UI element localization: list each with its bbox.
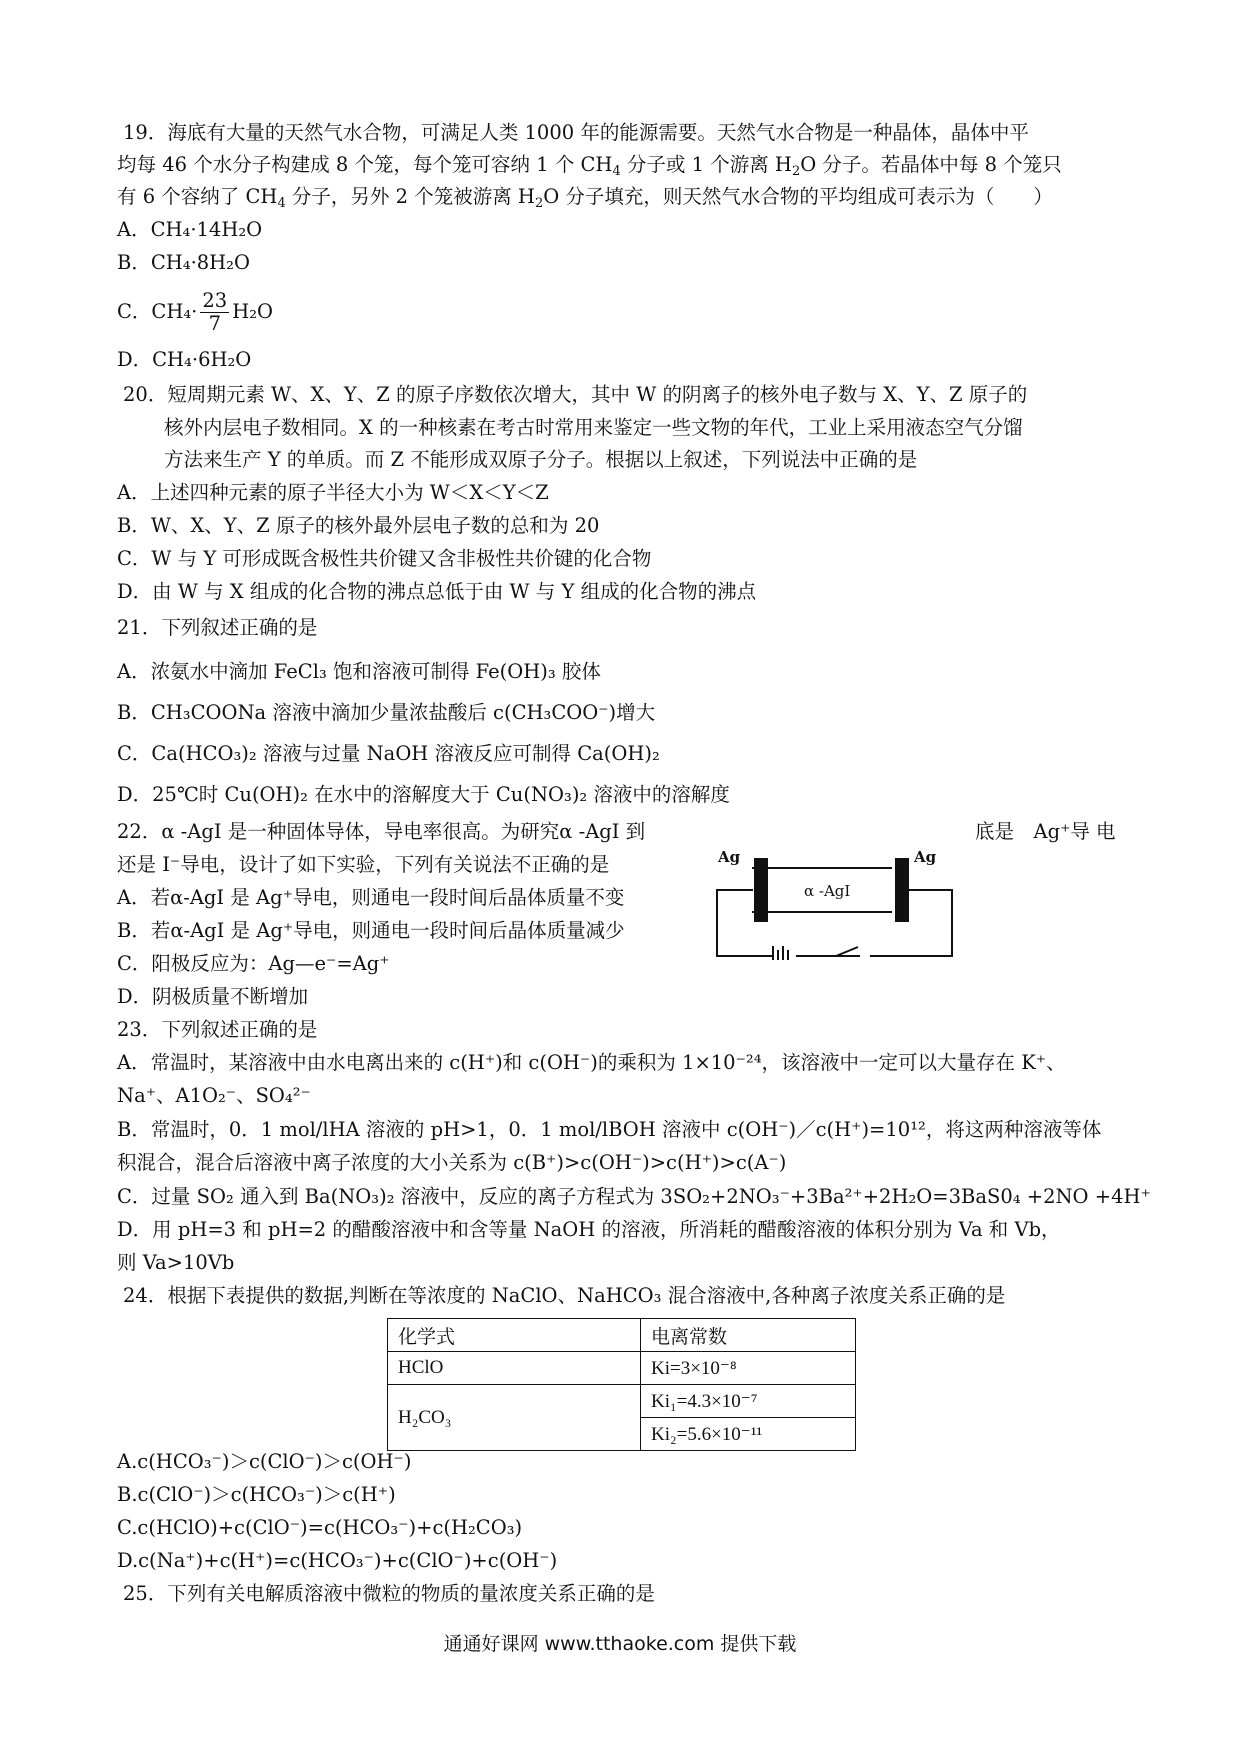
q20-option-c: C．W 与 Y 可形成既含极性共价键又含非极性共价键的化合物 bbox=[117, 547, 652, 570]
table-header-formula: 化学式 bbox=[388, 1319, 641, 1352]
q19-option-d: D．CH₄·6H₂O bbox=[117, 348, 252, 371]
right-electrode-label: Ag bbox=[914, 850, 937, 866]
q22-option-a: A．若α-AgI 是 Ag⁺导电，则通电一段时间后晶体质量不变 bbox=[117, 886, 625, 909]
q22-option-b: B．若α-AgI 是 Ag⁺导电，则通电一段时间后晶体质量减少 bbox=[117, 919, 625, 942]
q21-option-d: D．25℃时 Cu(OH)₂ 在水中的溶解度大于 Cu(NO₃)₂ 溶液中的溶解度 bbox=[117, 783, 730, 806]
q22-line-1: 22．α -AgI 是一种固体导体，导电率很高。为研究α -AgI 到 bbox=[117, 820, 646, 843]
q19-line-2: 均每 46 个水分子构建成 8 个笼，每个笼可容纳 1 个 $CH_4$ 分子或 1 个游离 $H_2O$ 分子。若晶体中每 8 个笼只 bbox=[117, 153, 1062, 179]
crystal-label: α -AgI bbox=[804, 882, 851, 900]
table-cell: Ki₁=4.3×10⁻⁷ bbox=[641, 1385, 856, 1418]
ionization-constant-table bbox=[387, 1318, 856, 1451]
electrolysis-circuit-diagram bbox=[712, 850, 962, 960]
q20-option-d: D．由 W 与 X 组成的化合物的沸点总低于由 W 与 Y 组成的化合物的沸点 bbox=[117, 580, 757, 603]
q24-option-c: C.c(HClO)+c(ClO⁻)=c(HCO₃⁻)+c(H₂CO₃) bbox=[117, 1516, 523, 1539]
fraction: $\frac{23}{7}$ bbox=[202, 289, 228, 335]
q19-option-a: A．CH₄·14H₂O bbox=[117, 218, 263, 241]
q19-line-1: 19．海底有大量的天然气水合物，可满足人类 1000 年的能源需要。天然气水合物是一种晶体，晶体中平 bbox=[123, 121, 1029, 144]
table-cell: H₂CO₃ bbox=[388, 1385, 641, 1451]
table-row bbox=[388, 1352, 856, 1385]
q22-line-1-right: 底是 Ag⁺导 电 bbox=[975, 820, 1116, 843]
table-cell: HClO bbox=[388, 1352, 641, 1385]
q23-option-c: C．过量 SO₂ 通入到 Ba(NO₃)₂ 溶液中，反应的离子方程式为 3SO₂+2NO₃⁻+3Ba²⁺+2H₂O=3BaS0₄ +2NO +4H⁺ bbox=[117, 1185, 1151, 1208]
q19-line-3: 有 6 个容纳了 $CH_4$ 分子，另外 2 个笼被游离 $H_2O$ 分子填充，则天然气水合物的平均组成可表示为（ ） bbox=[117, 185, 1053, 211]
q21-option-b: B．CH₃COONa 溶液中滴加少量浓盐酸后 c(CH₃COO⁻)增大 bbox=[117, 701, 656, 724]
q24-stem: 24．根据下表提供的数据,判断在等浓度的 NaClO、NaHCO₃ 混合溶液中,各种离子浓度关系正确的是 bbox=[123, 1284, 1006, 1307]
table-header-row bbox=[388, 1319, 856, 1352]
q21-stem: 21．下列叙述正确的是 bbox=[117, 616, 318, 639]
q20-line-3: 方法来生产 Y 的单质。而 Z 不能形成双原子分子。根据以上叙述，下列说法中正确的是 bbox=[164, 448, 918, 471]
q23-option-b-line-2: 积混合，混合后溶液中离子浓度的大小关系为 c(B⁺)>c(OH⁻)>c(H⁺)>c(A⁻) bbox=[117, 1151, 787, 1174]
left-electrode-label: Ag bbox=[718, 850, 741, 866]
q21-option-c: C．Ca(HCO₃)₂ 溶液与过量 NaOH 溶液反应可制得 Ca(OH)₂ bbox=[117, 742, 660, 765]
q23-option-a-line-1: A．常温时，某溶液中由水电离出来的 c(H⁺)和 c(OH⁻)的乘积为 1×10⁻²⁴，该溶液中一定可以大量存在 K⁺、 bbox=[117, 1051, 1066, 1074]
q23-stem: 23．下列叙述正确的是 bbox=[117, 1018, 318, 1041]
q21-option-a: A．浓氨水中滴加 FeCl₃ 饱和溶液可制得 Fe(OH)₃ 胶体 bbox=[117, 660, 601, 683]
table-cell: Ki₂=5.6×10⁻¹¹ bbox=[641, 1418, 856, 1451]
table-header-constant: 电离常数 bbox=[641, 1319, 856, 1352]
q20-option-b: B．W、X、Y、Z 原子的核外最外层电子数的总和为 20 bbox=[117, 514, 600, 537]
q23-option-a-line-2: Na⁺、A1O₂⁻、SO₄²⁻ bbox=[117, 1084, 311, 1107]
q23-option-d-line-1: D．用 pH=3 和 pH=2 的醋酸溶液中和含等量 NaOH 的溶液，所消耗的醋酸溶液的体积分别为 Va 和 Vb， bbox=[117, 1218, 1061, 1241]
table-cell: Ki=3×10⁻⁸ bbox=[641, 1352, 856, 1385]
page-footer: 通通好课网 www.tthaoke.com 提供下载 bbox=[443, 1633, 797, 1655]
q20-option-a: A．上述四种元素的原子半径大小为 W＜X＜Y＜Z bbox=[117, 481, 549, 504]
q22-line-2: 还是 I⁻导电，设计了如下实验，下列有关说法不正确的是 bbox=[117, 853, 610, 876]
q24-option-d: D.c(Na⁺)+c(H⁺)=c(HCO₃⁻)+c(ClO⁻)+c(OH⁻) bbox=[117, 1549, 558, 1572]
q23-option-b-line-1: B．常温时，0．1 mol/lHA 溶液的 pH>1，0．1 mol/lBOH 溶液中 c(OH⁻)／c(H⁺)=10¹²，将这两种溶液等体 bbox=[117, 1118, 1102, 1141]
q19-option-b: B．CH₄·8H₂O bbox=[117, 251, 250, 274]
q19-option-c: C．CH₄· $\frac{23}{7}$ H₂O bbox=[117, 289, 274, 335]
q24-option-b: B.c(ClO⁻)＞c(HCO₃⁻)＞c(H⁺) bbox=[117, 1483, 396, 1506]
q22-option-d: D．阴极质量不断增加 bbox=[117, 985, 309, 1008]
q22-option-c: C．阳极反应为：Ag—e⁻=Ag⁺ bbox=[117, 952, 390, 975]
q20-line-2: 核外内层电子数相同。X 的一种核素在考古时常用来鉴定一些文物的年代，工业上采用液态空气分馏 bbox=[164, 416, 1023, 439]
q23-option-d-line-2: 则 Va>10Vb bbox=[117, 1251, 235, 1274]
q20-line-1: 20．短周期元素 W、X、Y、Z 的原子序数依次增大，其中 W 的阴离子的核外电子数与 X、Y、Z 原子的 bbox=[123, 383, 1028, 406]
q25-stem: 25．下列有关电解质溶液中微粒的物质的量浓度关系正确的是 bbox=[123, 1582, 655, 1605]
q24-option-a: A.c(HCO₃⁻)＞c(ClO⁻)＞c(OH⁻) bbox=[117, 1450, 412, 1473]
table-row bbox=[388, 1385, 856, 1418]
